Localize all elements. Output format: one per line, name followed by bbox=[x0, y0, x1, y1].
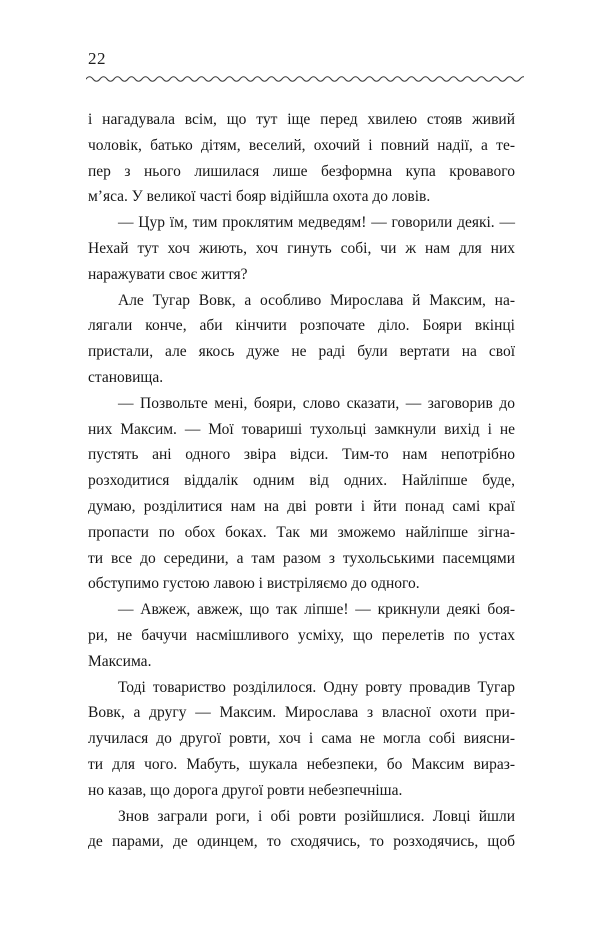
text-line: м’яса. У великої часті бояр відійшла охота до ловів. bbox=[88, 188, 431, 206]
text-line: і нагадувала всім, що тут іще перед хвилею стояв живий bbox=[88, 111, 515, 128]
text-line: пристали, але якось дуже не раді були вертати на свої bbox=[88, 343, 515, 361]
wavy-divider bbox=[86, 74, 524, 84]
text-line: но казав, що дорога другої ровти небезпечніша. bbox=[88, 781, 403, 799]
text-line: них Максим. — Мої товариші тухольці замкнули вихід і не bbox=[88, 420, 515, 438]
text-line: думаю, розділитися нам на дві ровти і йти понад самі краї bbox=[88, 497, 515, 515]
text-line: ри, не бачучи насмішливого усміху, що перелетів по устах bbox=[88, 626, 515, 644]
paragraph bbox=[88, 675, 515, 804]
paragraph bbox=[88, 804, 515, 856]
text-line: наражувати своє життя? bbox=[88, 265, 248, 283]
paragraph bbox=[88, 597, 515, 674]
text-line: Максима. bbox=[88, 652, 152, 670]
text-line: Тоді товариство розділилося. Одну ровту провадив Тугар bbox=[118, 678, 515, 696]
text-line: ти для чого. Мабуть, шукала небезпеки, бо Максим вираз- bbox=[88, 755, 515, 773]
text-line: — Цур їм, тим проклятим медведям! — говорили деякі. — bbox=[118, 214, 515, 232]
text-line: Вовк, а другу — Максим. Мирослава з власної охоти при- bbox=[88, 704, 515, 722]
page-number: 22 bbox=[88, 49, 106, 68]
text-block bbox=[88, 107, 515, 855]
text-line: лучилася до другої ровти, хоч і сама не могла собі виясни- bbox=[88, 730, 515, 748]
text-line: пустять ані одного звіра відси. Тим-то нам непотрібно bbox=[88, 446, 515, 464]
text-line: Але Тугар Вовк, а особливо Мирослава й Максим, на- bbox=[118, 291, 515, 309]
text-line: лягали конче, аби кінчити розпочате діло. Бояри вкінці bbox=[88, 317, 515, 335]
paragraph bbox=[88, 288, 515, 391]
text-line: пропасти по обох боках. Так ми зможемо найліпше зігна- bbox=[88, 523, 515, 541]
text-line: Нехай тут хоч жиють, хоч гинуть собі, чи ж нам для них bbox=[88, 239, 515, 257]
text-line: розходитися віддалік одним від одних. Найліпше буде, bbox=[88, 472, 515, 490]
paragraph bbox=[88, 107, 515, 210]
text-line: — Позвольте мені, бояри, слово сказати, — заговорив до bbox=[118, 394, 515, 412]
text-line: становища. bbox=[88, 368, 164, 386]
paragraph bbox=[88, 391, 515, 597]
paragraph bbox=[88, 210, 515, 287]
text-line: — Авжеж, авжеж, що так ліпше! — крикнули деякі боя- bbox=[118, 601, 515, 619]
text-line: обступимо густою лавою і вистріляємо до одного. bbox=[88, 575, 420, 593]
text-line: Знов заграли роги, і обі ровти розійшлися. Ловці йшли bbox=[118, 807, 515, 825]
text-line: чоловік, батько дітям, веселий, охочий і повний надії, а те- bbox=[88, 136, 515, 154]
text-line: ти все до середини, а там разом з тухольськими пасемцями bbox=[88, 549, 515, 567]
text-line: де парами, де одинцем, то сходячись, то розходячись, щоб bbox=[88, 833, 515, 851]
text-line: пер з нього лишилася лише безформна купа кровавого bbox=[88, 162, 515, 180]
